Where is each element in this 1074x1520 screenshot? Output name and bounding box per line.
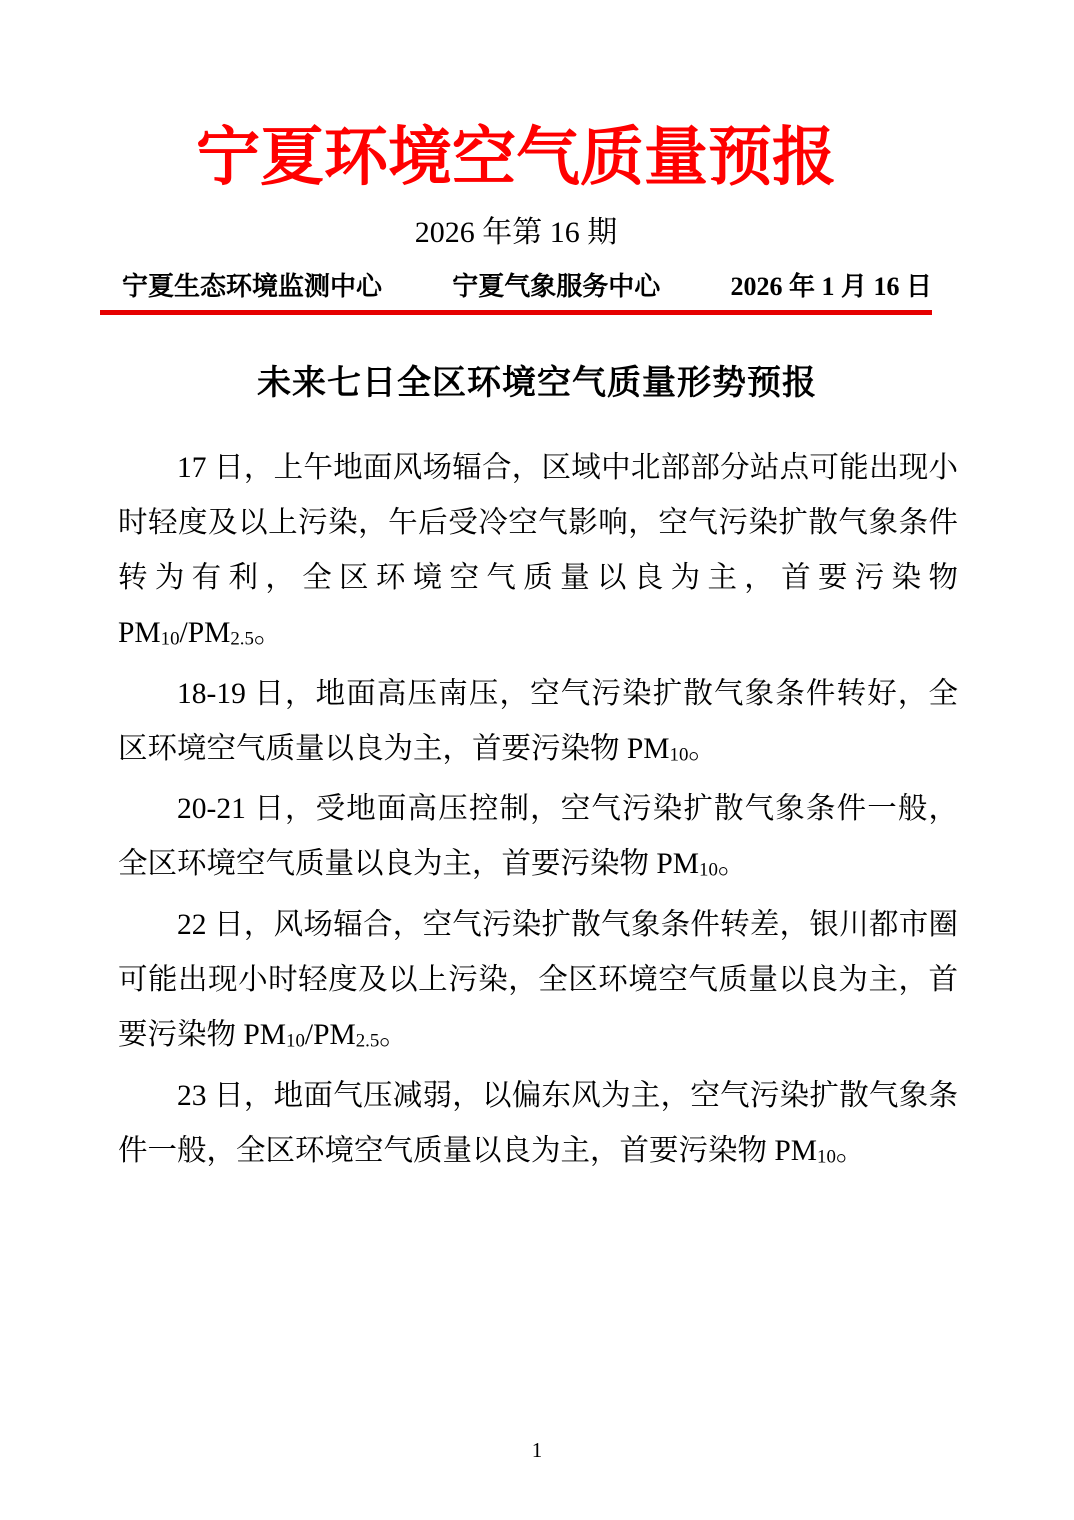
masthead [100,0,932,315]
body-paragraph [118,441,958,667]
issue-number: 2026 年第 16 期 [414,216,618,249]
report-body [0,361,1074,1184]
paragraph-text: 17 日，上午地面风场辐合，区域中北部部分站点可能出现小时轻度及以上污染，午后受冷空气影响，空气污染扩散气象条件转为有利，全区环境空气质量以良为主，首要污染物 PM [118,452,958,649]
section-heading: 未来七日全区环境空气质量形势预报 [257,364,817,402]
pollutant-subscript: 10 [160,628,180,650]
paragraph-text: 。 [835,1134,866,1167]
paragraph-text: 22 日，风场辐合，空气污染扩散气象条件转差，银川都市圈可能出现小时轻度及以上污染，全区环境空气质量以良为主，首要污染物 PM [118,908,958,1051]
paragraph-text: 18-19 日，地面高压南压，空气污染扩散气象条件转好，全区环境空气质量以良为主，首要污染物 PM [118,677,958,765]
forecast-paragraphs [118,441,958,1184]
paragraph-text: /PM [304,1018,356,1051]
document-title: 宁夏环境空气质量预报 [196,122,836,193]
issuer-row [100,272,932,302]
paragraph-text: 23 日，地面气压减弱，以偏东风为主，空气污染扩散气象条件一般，全区环境空气质量以良为主，首要污染物 PM [118,1079,958,1167]
pollutant-subscript: 2.5 [230,628,254,650]
pollutant-subscript: 2.5 [355,1030,380,1052]
body-paragraph [118,1069,958,1185]
pollutant-subscript: 10 [699,859,718,881]
paragraph-text: 。 [253,617,284,649]
paragraph-text: 。 [688,732,718,765]
issue-date: 2026 年 1 月 16 日 [730,272,932,301]
body-paragraph [118,667,958,783]
issuer-monitoring-center: 宁夏生态环境监测中心 [122,272,383,301]
page-number: 1 [531,1438,543,1462]
masthead-rule [100,310,932,315]
paragraph-text: 。 [717,848,748,881]
pollutant-subscript: 10 [286,1030,305,1052]
paragraph-text: 20-21 日，受地面高压控制，空气污染扩散气象条件一般，全区环境空气质量以良为主，首要污染物 PM [118,793,958,881]
pollutant-subscript: 10 [817,1146,836,1168]
body-paragraph [118,898,958,1069]
paragraph-text: 。 [379,1018,409,1051]
pollutant-subscript: 10 [669,744,689,766]
paragraph-text: /PM [179,617,231,649]
body-paragraph [118,782,958,898]
issuer-meteorological-center: 宁夏气象服务中心 [452,272,661,301]
